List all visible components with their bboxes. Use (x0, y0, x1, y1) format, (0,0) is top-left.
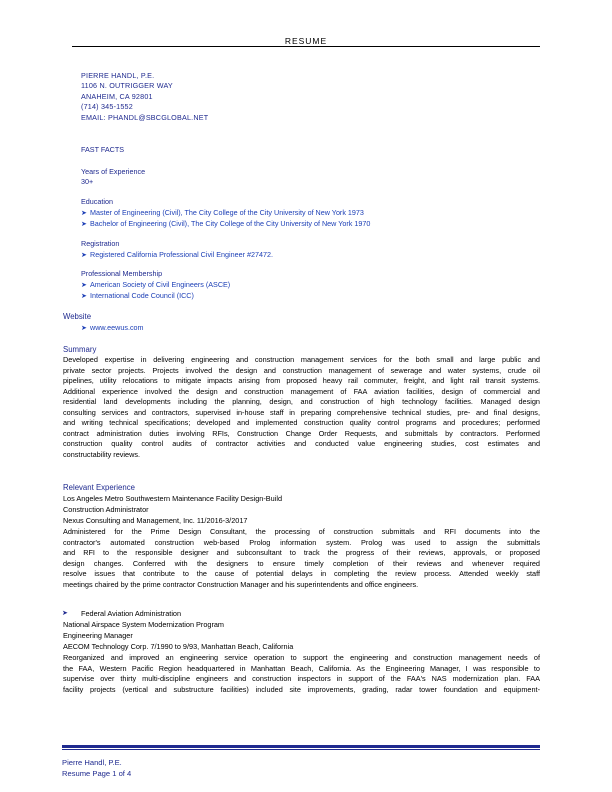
job2-program: National Airspace System Modernization Program (63, 620, 225, 629)
summary-line: consulting services and contractors, supervised in-house staff in preparing comprehensive technical studies, pre- and final designs, (63, 407, 540, 417)
job1-line: design changes. Conferred with the designers to ensure timely completion of their reviews and whenever required (63, 558, 540, 568)
summary-paragraph (63, 355, 540, 460)
job2-firm: AECOM Technology Corp. 7/1990 to 9/93, Manhattan Beach, California (63, 642, 294, 651)
job2-role: Engineering Manager (63, 631, 133, 640)
bullet-arrow-icon: ➤ (81, 210, 87, 217)
summary-line: Additional experience involved the design and construction management of FAA aviation facilities, design of commercial and (63, 386, 540, 396)
membership-item: ➤ American Society of Civil Engineers (ASCE) (81, 280, 231, 289)
footer-page-number: Resume Page 1 of 4 (62, 769, 132, 778)
summary-line: constructability reviews. (63, 449, 141, 459)
job1-line: contractor's automated construction web-based Prolog information system. Prolog was used to assign the submittals (63, 537, 540, 547)
summary-line: and writing technical specifications; developed and implemented construction quality control programs and procedures; performed (63, 418, 540, 427)
relevant-experience-heading: Relevant Experience (63, 483, 135, 492)
job1-line: meetings chaired by the prime contractor Construction Manager and his superintendents and office engineers. (63, 579, 419, 589)
page-footer (62, 757, 131, 779)
education-item: ➤ Bachelor of Engineering (Civil), The City College of the City University of New York 1970 (81, 219, 371, 228)
bullet-arrow-icon: ➤ (81, 282, 87, 289)
job1-description (63, 527, 540, 590)
bullet-arrow-icon: ➤ (81, 252, 87, 259)
bullet-arrow-icon: ➤ (81, 221, 87, 228)
fast-facts-heading: FAST FACTS (81, 145, 125, 154)
contact-address-line2: ANAHEIM, CA 92801 (81, 91, 153, 101)
education-item: ➤ Master of Engineering (Civil), The City College of the City University of New York 1973 (81, 208, 364, 217)
footer-rule (62, 745, 540, 748)
bullet-arrow-icon: ➤ (62, 610, 68, 617)
job1-line: and RFI to the responsible designer and subconsultant to track the progress of their reviews, approvals, or proposed (63, 548, 540, 557)
job1-line: resolve issues that contribute to the cause of potential delays in completing the review process. Attended weekly staff (63, 569, 540, 578)
job1-line: Administered for the Prime Design Consultant, the processing of construction submittals and RFI documents into the (63, 527, 540, 536)
contact-email[interactable]: EMAIL: PHANDL@SBCGLOBAL.NET (81, 112, 209, 122)
website-label: Website (63, 312, 92, 321)
job1-firm: Nexus Consulting and Management, Inc. 11/2016-3/2017 (63, 516, 248, 525)
summary-line: pipelines, utility relocations to mitigate impacts arising from proposed heavy rail commuter, freight, and light rail transit systems. (63, 376, 540, 385)
education-label: Education (81, 197, 113, 206)
summary-heading: Summary (63, 345, 97, 354)
contact-address-line1: 1106 N. OUTRIGGER WAY (81, 81, 173, 91)
bullet-arrow-icon: ➤ (81, 325, 87, 332)
job1-role: Construction Administrator (63, 505, 149, 514)
bullet-arrow-icon: ➤ (81, 293, 87, 300)
membership-label: Professional Membership (81, 269, 163, 278)
job2-heading: Federal Aviation Administration (81, 609, 182, 618)
summary-line: residential land developments including the planning, design, and construction of high technology facilities. Managed design (63, 397, 540, 406)
footer-name: Pierre Handl, P.E. (62, 758, 122, 767)
job2-line: facility projects (vertical and substructure facilities) included site improvements, grading, radar tower foundation and equipment- (63, 684, 540, 694)
summary-line: Developed expertise in delivering engineering and construction management services for the both small and large public and (63, 355, 540, 364)
registration-label: Registration (81, 239, 120, 248)
years-label: Years of Experience (81, 167, 146, 176)
summary-line: contract administration duties involving RFIs, Construction Change Order Requests, and submittals by contractors. Performed (63, 428, 540, 438)
job1-project: Los Angeles Metro Southwestern Maintenance Facility Design-Build (63, 494, 283, 503)
summary-line: construction quality control audits of contractor activities and conducted value engineering studies, cost estimates and (63, 439, 540, 448)
contact-phone: (714) 345-1552 (81, 102, 133, 112)
contact-name: PIERRE HANDL, P.E. (81, 71, 155, 80)
website-item (81, 323, 144, 334)
job2-line: supervise over thirty multi-discipline engineers and construction inspectors in support of the FAA's NAS modernization plan. FAA (63, 674, 540, 683)
membership-item: ➤ International Code Council (ICC) (81, 291, 194, 300)
years-value: 30+ (81, 177, 94, 186)
document-title: RESUME (284, 36, 328, 46)
job2-line: Reorganized and improved an engineering service operation to support the engineering and construction management needs of (63, 653, 540, 662)
job2-line: the FAA, Western Pacific Region headquartered in Manhattan Beach, California. As the Engineering Manager, I was responsible to (63, 663, 540, 673)
job2-description (63, 653, 540, 695)
contact-block (81, 71, 208, 123)
summary-line: private sector projects. Projects involved the design and construction management of sewerage and water systems, crude oil (63, 365, 540, 375)
registration-item: ➤ Registered California Professional Civil Engineer #27472. (81, 250, 273, 259)
website-link[interactable]: www.eewus.com (90, 323, 144, 332)
header-rule (72, 46, 540, 47)
footer-rule (62, 749, 540, 750)
